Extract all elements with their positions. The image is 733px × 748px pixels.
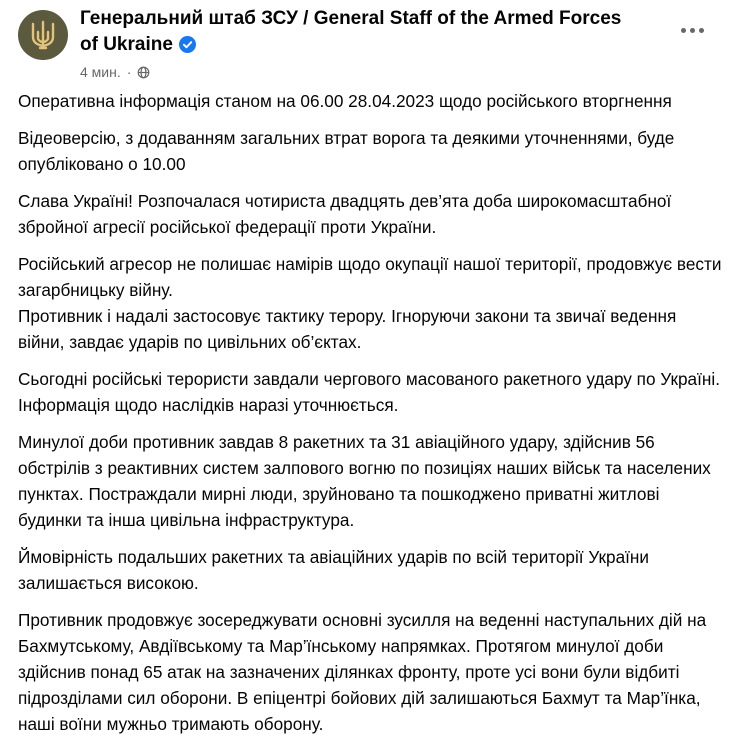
meta-separator: · bbox=[126, 64, 132, 80]
page-name[interactable]: Генеральний штаб ЗСУ / General Staff of the Armed Forces of Ukraine bbox=[80, 8, 622, 55]
post-paragraph: Противник продовжує зосереджувати основні зусилля на веденні наступальних дій на Бахмутському, Авдіївському та Мар’їнському напрямках. Протягом минулої доби здійснив понад 65 атак на зазначених ділянках фронту, проте усі вони були відбиті підрозділами сил оборони. В епіцентрі бойових дій залишаються Бахмут та Мар’їнка, наші воїни мужньо тримають оборону. bbox=[18, 610, 707, 734]
trident-emblem-icon bbox=[28, 19, 58, 51]
post-meta bbox=[80, 64, 640, 80]
post-header bbox=[18, 6, 718, 78]
post-paragraph: Відеоверсію, з додаванням загальних втрат ворога та деякими уточненнями, буде опубліковано о 10.00 bbox=[18, 128, 675, 174]
post-paragraph: Ймовірність подальших ракетних та авіаційних ударів по всій території України залишається високою. bbox=[18, 547, 649, 593]
post-body bbox=[18, 88, 723, 748]
more-options-icon bbox=[690, 28, 695, 33]
page-avatar[interactable] bbox=[18, 10, 68, 60]
post-title-block bbox=[80, 6, 640, 80]
post-timestamp[interactable]: 4 мин. bbox=[80, 64, 121, 80]
more-options-button[interactable] bbox=[672, 14, 712, 46]
more-options-icon bbox=[699, 28, 704, 33]
post-paragraph: Слава Україні! Розпочалася чотириста двадцять дев’ята доба широкомасштабної збройної агресії російської федерації проти України. bbox=[18, 191, 672, 237]
post-paragraph: Оперативна інформація станом на 06.00 28.04.2023 щодо російського вторгнення bbox=[18, 91, 672, 111]
post-paragraph: Російський агресор не полишає намірів щодо окупації нашої території, продовжує вести загарбницьку війну. bbox=[18, 254, 722, 300]
post-paragraph: Минулої доби противник завдав 8 ракетних та 31 авіаційного удару, здійснив 56 обстрілів з реактивних систем залпового вогню по позиціях наших військ та населених пунктах. Постраждали мирні люди, зруйновано та пошкоджено приватні житлові будинки та інша цивільна інфраструктура. bbox=[18, 432, 711, 530]
post-paragraph: Противник і надалі застосовує тактику терору. Ігноруючи закони та звичаї ведення війни, завдає ударів по цивільних об’єктах. bbox=[18, 306, 677, 352]
verified-badge-icon bbox=[179, 36, 196, 53]
globe-icon[interactable] bbox=[137, 66, 150, 79]
page-title[interactable] bbox=[80, 6, 640, 58]
post-paragraph: Сьогодні російські терористи завдали чергового масованого ракетного удару по Україні. Інформація щодо наслідків наразі уточнюється. bbox=[18, 369, 720, 415]
more-options-icon bbox=[681, 28, 686, 33]
